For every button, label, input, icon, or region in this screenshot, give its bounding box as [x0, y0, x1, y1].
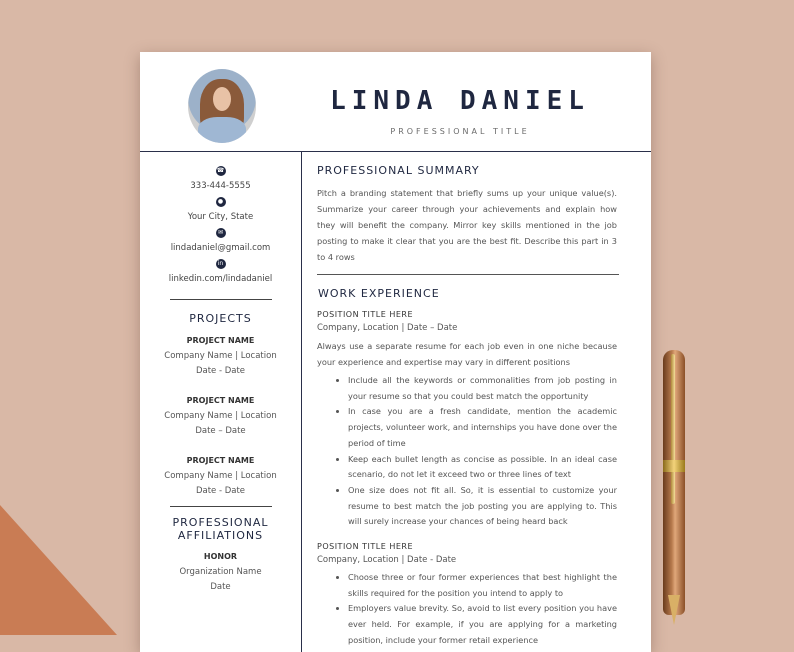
contact-location: Your City, State: [187, 212, 254, 222]
affiliations-title-line1: PROFESSIONAL: [172, 516, 269, 529]
affiliation-date: Date: [210, 582, 231, 592]
job-bullets: [317, 373, 617, 530]
profile-photo: [188, 69, 256, 143]
honor-label: HONOR: [203, 552, 238, 561]
summary-title: PROFESSIONAL SUMMARY: [317, 164, 480, 177]
column-divider: [301, 151, 302, 652]
job-position: POSITION TITLE HERE: [317, 542, 413, 552]
professional-title: PROFESSIONAL TITLE: [390, 127, 530, 136]
contact-phone: 333-444-5555: [190, 181, 251, 191]
list-item: • In case you are a fresh candidate, mention the academic projects, volunteer work, and internships you have done over the period of time: [348, 404, 617, 451]
job-bullets: [317, 570, 617, 649]
project-date: Date – Date: [195, 426, 246, 436]
project-company: Company Name | Location: [164, 411, 277, 421]
phone-icon: ☎: [216, 167, 225, 174]
list-item: • Keep each bullet length as concise as possible. In an ideal case scenario, do not let it exceed two or three lines of text: [348, 452, 617, 483]
project-company: Company Name | Location: [164, 471, 277, 481]
job-company: Company, Location | Date - Date: [317, 555, 457, 566]
summary-text: Pitch a branding statement that briefly sums up your unique value(s). Summarize your career through your achievements and explain how they will benefit the company. Mirror key skills mentioned in the job posting to make it clear that you are the best fit. Describe this part in 3 to 4 rows: [317, 188, 617, 262]
project-date: Date - Date: [195, 366, 246, 376]
email-icon: ✉: [216, 228, 226, 238]
project-name: PROJECT NAME: [186, 336, 255, 345]
resume-header: [140, 52, 651, 152]
job-intro: Always use a separate resume for each job even in one niche because your experience and expertise may vary in different positions: [317, 341, 617, 367]
affiliations-title-line2: AFFILIATIONS: [177, 529, 264, 542]
resume-page: [140, 52, 651, 652]
project-name: PROJECT NAME: [186, 396, 255, 405]
list-item: • Choose three or four former experiences that best highlight the skills required for the position you intend to apply to: [348, 570, 617, 601]
contact-email: lindadaniel@gmail.com: [170, 243, 271, 253]
organization-name: Organization Name: [179, 567, 262, 577]
list-item: • Employers value brevity. So, avoid to list every position you have ever held. For example, if you are applying for a marketing position, include your former retail experience: [348, 601, 617, 648]
contact-linkedin: linkedin.com/lindadaniel: [168, 274, 273, 284]
candidate-name: LINDA DANIEL: [330, 86, 590, 116]
list-item: • Include all the keywords or commonalities from job posting in your resume so that you could best match the opportunity: [348, 373, 617, 404]
job-position: POSITION TITLE HERE: [317, 310, 413, 319]
location-pin-icon: ●: [216, 197, 226, 207]
job-company: Company, Location | Date – Date: [317, 323, 458, 333]
project-company: Company Name | Location: [164, 351, 277, 361]
experience-title: WORK EXPERIENCE: [318, 287, 440, 300]
right-column: [317, 151, 617, 649]
linkedin-icon: in: [216, 259, 226, 269]
left-column: [140, 151, 301, 592]
project-name: PROJECT NAME: [186, 456, 255, 465]
list-item: • One size does not fit all. So, it is essential to customize your resume to best match the job posting you are applying to. This will surely increase your chances of being heard back: [348, 483, 617, 530]
projects-title: PROJECTS: [189, 312, 252, 325]
project-date: Date - Date: [195, 486, 246, 496]
pen: [663, 350, 685, 615]
